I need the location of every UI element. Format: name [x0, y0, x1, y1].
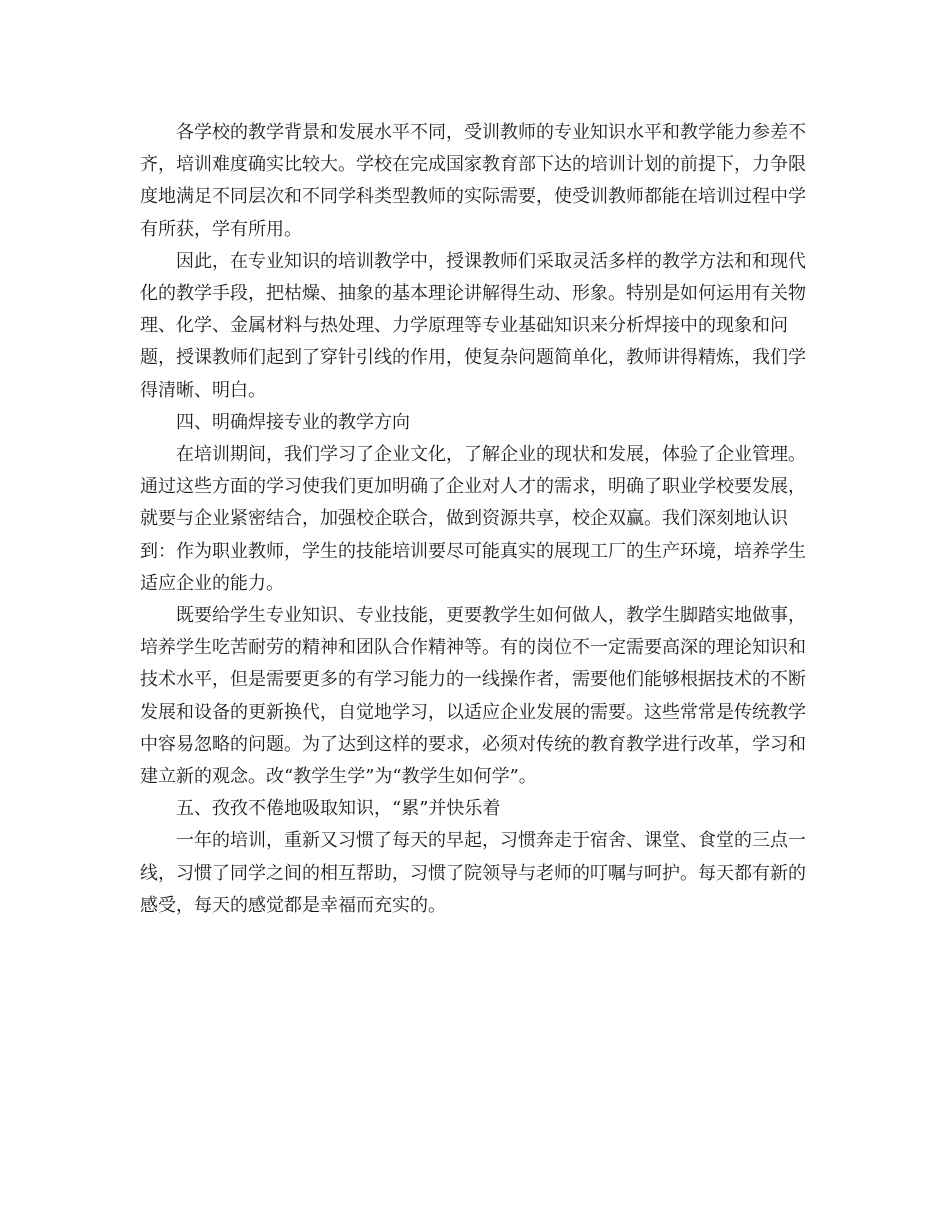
paragraph-training-difficulty: 各学校的教学背景和发展水平不同，受训教师的专业知识水平和教学能力参差不齐，培训难度确实比较大。学校在完成国家教育部下达的培训计划的前提下，力争限度地满足不同层次和不同学科类型教师的实际需要，使受训教师都能在培训过程中学有所获，学有所用。 [140, 122, 806, 240]
paragraph-teaching-methods: 因此，在专业知识的培训教学中，授课教师们采取灵活多样的教学方法和和现代化的教学手段，把枯燥、抽象的基本理论讲解得生动、形象。特别是如何运用有关物理、化学、金属材料与热处理、力学原理等专业基础知识来分析焊接中的现象和问题，授课教师们起到了穿针引线的作用，使复杂问题简单化，教师讲得精炼，我们学得清晰、明白。 [140, 250, 806, 401]
document-body [140, 117, 820, 922]
section-heading-learning-joy: 五、孜孜不倦地吸取知识，“累”并快乐着 [176, 798, 501, 820]
paragraph-enterprise-culture: 在培训期间，我们学习了企业文化，了解企业的现状和发展，体验了企业管理。通过这些方面的学习使我们更加明确了企业对人才的需求，明确了职业学校要发展，就要与企业紧密结合，加强校企联合，做到资源共享，校企双赢。我们深刻地认识到：作为职业教师，学生的技能培训要尽可能真实的展现工厂的生产环境，培养学生适应企业的能力。 [140, 444, 806, 594]
paragraph-daily-life: 一年的培训，重新又习惯了每天的早起，习惯奔走于宿舍、课堂、食堂的三点一线，习惯了同学之间的相互帮助，习惯了院领导与老师的叮嘱与呵护。每天都有新的感受，每天的感觉都是幸福而充实的。 [140, 830, 806, 916]
paragraph-student-skills: 既要给学生专业知识、专业技能，更要教学生如何做人，教学生脚踏实地做事，培养学生吃苦耐劳的精神和团队合作精神等。有的岗位不一定需要高深的理论知识和技术水平，但是需要更多的有学习能力的一线操作者，需要他们能够根据技术的不断发展和设备的更新换代，自觉地学习，以适应企业发展的需要。这些常常是传统教学中容易忽略的问题。为了达到这样的要求，必须对传统的教育教学进行改革，学习和建立新的观念。改“教学生学”为“教学生如何学”。 [140, 605, 806, 788]
section-heading-teaching-direction: 四、明确焊接专业的教学方向 [176, 411, 410, 433]
